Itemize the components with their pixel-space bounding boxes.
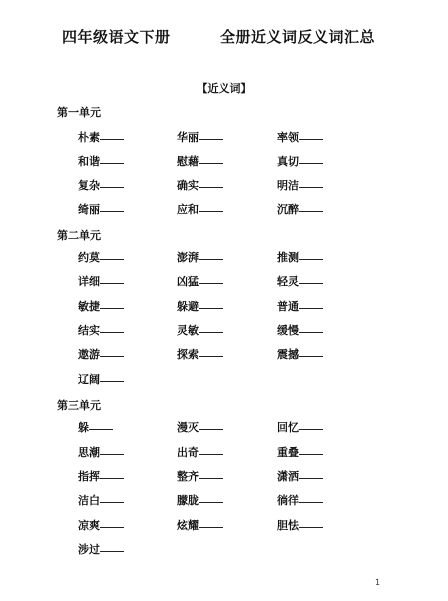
answer-blank-line: [199, 454, 223, 455]
word-text: 率领: [277, 131, 299, 144]
word-text: 明洁: [277, 179, 299, 192]
answer-blank-line: [100, 283, 124, 284]
word-text: 躲避: [177, 300, 199, 313]
word-entry: [277, 131, 323, 145]
word-text: 凉爽: [78, 519, 100, 532]
word-text: 沉醉: [277, 203, 299, 216]
answer-blank-line: [100, 211, 124, 212]
word-text: 胆怯: [277, 519, 299, 532]
answer-blank-line: [199, 429, 223, 430]
answer-blank-line: [100, 551, 124, 552]
answer-blank-line: [299, 332, 323, 333]
answer-blank-line: [199, 187, 223, 188]
answer-blank-line: [100, 454, 124, 455]
word-text: 凶猛: [177, 275, 199, 288]
unit-heading: 第三单元: [57, 399, 101, 412]
word-text: 应和: [177, 203, 199, 216]
page-title: [0, 26, 448, 48]
word-entry: [78, 348, 124, 362]
word-entry: [78, 179, 124, 193]
word-text: 思潮: [78, 446, 100, 459]
word-text: 探索: [177, 348, 199, 361]
word-entry: [177, 251, 223, 265]
word-text: 洁白: [78, 494, 100, 507]
answer-blank-line: [199, 356, 223, 357]
word-entry: [277, 179, 323, 193]
word-entry: [177, 131, 223, 145]
word-text: 漫灭: [177, 421, 199, 434]
word-text: 炫耀: [177, 519, 199, 532]
title-subject: 全册近义词反义词汇总: [220, 28, 376, 46]
answer-blank-line: [199, 478, 223, 479]
word-entry: [177, 179, 223, 193]
word-entry: [277, 275, 323, 289]
word-entry: [277, 470, 323, 484]
unit-heading: 第一单元: [57, 106, 101, 119]
word-entry: [177, 421, 223, 435]
word-text: 复杂: [78, 179, 100, 192]
answer-blank-line: [299, 259, 323, 260]
word-entry: [277, 446, 323, 460]
answer-blank-line: [100, 381, 124, 382]
word-entry: [177, 470, 223, 484]
word-entry: [177, 300, 223, 314]
answer-blank-line: [299, 163, 323, 164]
word-entry: [78, 421, 113, 435]
word-entry: [78, 251, 124, 265]
word-entry: [277, 300, 323, 314]
answer-blank-line: [299, 187, 323, 188]
answer-blank-line: [299, 502, 323, 503]
word-entry: [177, 348, 223, 362]
answer-blank-line: [299, 211, 323, 212]
answer-blank-line: [299, 283, 323, 284]
word-text: 结实: [78, 324, 100, 337]
word-text: 出奇: [177, 446, 199, 459]
answer-blank-line: [100, 478, 124, 479]
answer-blank-line: [100, 163, 124, 164]
word-text: 轻灵: [277, 275, 299, 288]
word-entry: [78, 543, 124, 557]
answer-blank-line: [199, 502, 223, 503]
word-entry: [177, 446, 223, 460]
word-text: 灵敏: [177, 324, 199, 337]
word-text: 回忆: [277, 421, 299, 434]
word-entry: [277, 155, 323, 169]
answer-blank-line: [100, 356, 124, 357]
word-text: 缓慢: [277, 324, 299, 337]
word-entry: [78, 519, 124, 533]
word-text: 震撼: [277, 348, 299, 361]
section-heading-synonyms: 【近义词】: [196, 82, 252, 95]
word-text: 朴素: [78, 131, 100, 144]
word-entry: [78, 324, 124, 338]
word-text: 华丽: [177, 131, 199, 144]
word-entry: [78, 275, 124, 289]
word-text: 徜徉: [277, 494, 299, 507]
word-text: 辽阔: [78, 373, 100, 386]
word-text: 敏捷: [78, 300, 100, 313]
word-text: 推测: [277, 251, 299, 264]
word-entry: [78, 494, 124, 508]
answer-blank-line: [299, 429, 323, 430]
word-text: 普通: [277, 300, 299, 313]
answer-blank-line: [299, 478, 323, 479]
answer-blank-line: [100, 527, 124, 528]
word-text: 指挥: [78, 470, 100, 483]
answer-blank-line: [199, 139, 223, 140]
word-entry: [277, 421, 323, 435]
word-entry: [78, 155, 124, 169]
word-text: 朦胧: [177, 494, 199, 507]
word-entry: [177, 519, 223, 533]
word-entry: [177, 155, 223, 169]
word-text: 澎湃: [177, 251, 199, 264]
word-text: 涉过: [78, 543, 100, 556]
answer-blank-line: [299, 454, 323, 455]
title-grade: 四年级语文下册: [62, 28, 171, 46]
word-text: 约莫: [78, 251, 100, 264]
answer-blank-line: [299, 356, 323, 357]
word-entry: [78, 470, 124, 484]
answer-blank-line: [199, 211, 223, 212]
word-entry: [78, 300, 124, 314]
word-entry: [177, 203, 223, 217]
word-entry: [78, 373, 124, 387]
unit-heading: 第二单元: [57, 229, 101, 242]
word-entry: [177, 494, 223, 508]
word-entry: [177, 275, 223, 289]
word-text: 真切: [277, 155, 299, 168]
word-entry: [277, 251, 323, 265]
answer-blank-line: [199, 163, 223, 164]
word-text: 确实: [177, 179, 199, 192]
page-number: 1: [375, 578, 381, 587]
answer-blank-line: [100, 308, 124, 309]
answer-blank-line: [89, 429, 113, 430]
answer-blank-line: [100, 502, 124, 503]
answer-blank-line: [199, 527, 223, 528]
answer-blank-line: [299, 308, 323, 309]
word-text: 绮丽: [78, 203, 100, 216]
answer-blank-line: [199, 283, 223, 284]
word-entry: [277, 494, 323, 508]
word-entry: [78, 203, 124, 217]
answer-blank-line: [299, 527, 323, 528]
answer-blank-line: [199, 259, 223, 260]
word-text: 遨游: [78, 348, 100, 361]
word-entry: [277, 348, 323, 362]
word-entry: [277, 519, 323, 533]
word-text: 潇洒: [277, 470, 299, 483]
word-text: 整齐: [177, 470, 199, 483]
answer-blank-line: [199, 308, 223, 309]
word-entry: [78, 131, 124, 145]
word-entry: [78, 446, 124, 460]
answer-blank-line: [199, 332, 223, 333]
word-text: 和谐: [78, 155, 100, 168]
answer-blank-line: [100, 139, 124, 140]
word-entry: [277, 324, 323, 338]
answer-blank-line: [100, 332, 124, 333]
word-entry: [177, 324, 223, 338]
word-text: 慰藉: [177, 155, 199, 168]
word-text: 重叠: [277, 446, 299, 459]
word-text: 躲: [78, 421, 89, 434]
word-text: 详细: [78, 275, 100, 288]
answer-blank-line: [100, 187, 124, 188]
answer-blank-line: [299, 139, 323, 140]
answer-blank-line: [100, 259, 124, 260]
word-entry: [277, 203, 323, 217]
